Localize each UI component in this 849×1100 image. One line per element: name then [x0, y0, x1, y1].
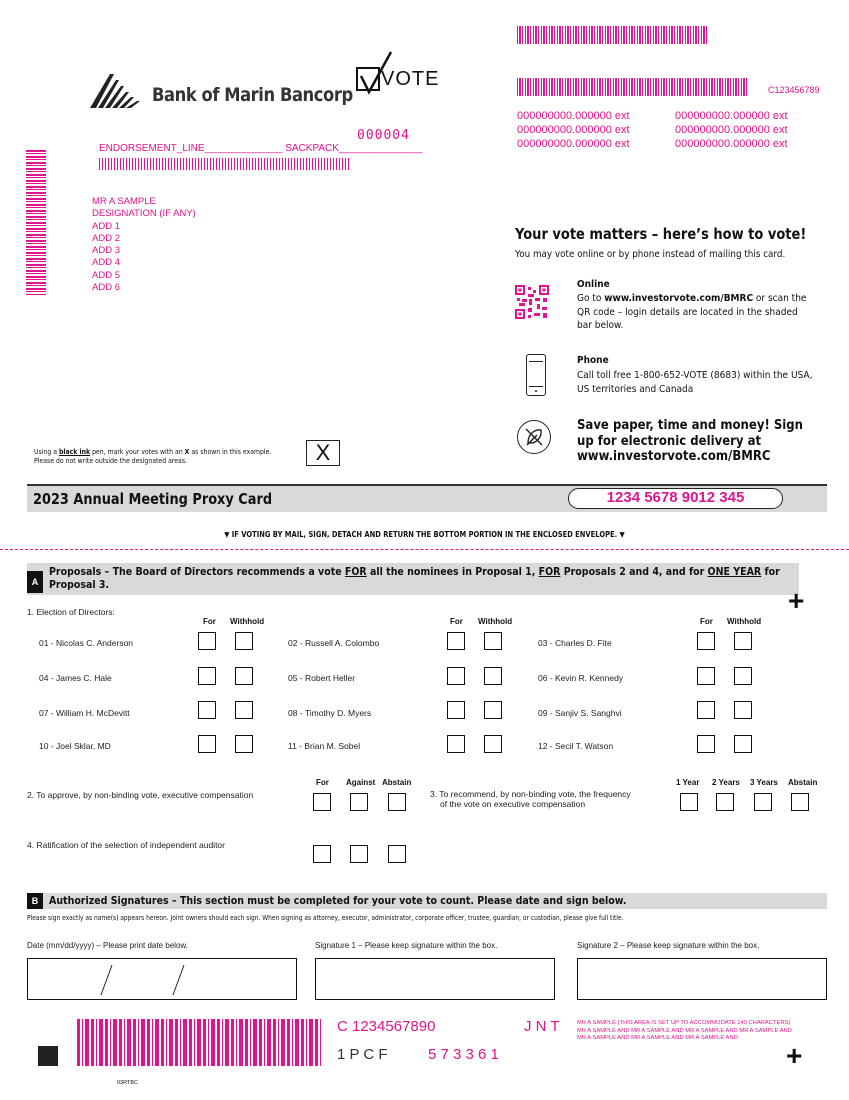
withhold-header: Withhold [230, 617, 265, 626]
date-slash-icon [28, 959, 298, 1001]
withhold-header: Withhold [478, 617, 513, 626]
endorsement-line: ENDORSEMENT_LINE______________ SACKPACK_______________ [99, 143, 423, 154]
director-name: 06 - Kevin R. Kennedy [538, 673, 624, 683]
form-code: 03RTBC [117, 1080, 138, 1086]
footer-plus-mark: + [786, 1040, 803, 1071]
company-name: Bank of Marin Bancorp [152, 84, 353, 106]
footer-pcf: 1 P C F [337, 1046, 388, 1063]
director-name: 03 - Charles D. Fite [538, 638, 612, 648]
footer-barcode [77, 1019, 323, 1066]
instr-x: X [184, 448, 190, 456]
footer-code: C 1234567890 [337, 1018, 436, 1035]
address-line: ADD 6 [92, 282, 120, 294]
phone-icon [526, 354, 546, 396]
heading-part: FOR [538, 565, 561, 578]
ext-line: 000000000.000000 ext [675, 110, 788, 122]
address-line: ADD 5 [92, 269, 120, 281]
director-name: 09 - Sanjiv S. Sanghvi [538, 708, 622, 718]
marking-instructions [34, 448, 271, 466]
control-barcode [517, 78, 749, 96]
instr-post: as shown in this example. [189, 448, 272, 456]
detach-instruction: ▼ IF VOTING BY MAIL, SIGN, DETACH AND RETURN THE BOTTOM PORTION IN THE ENCLOSED ENVELOPE. ▼ [224, 530, 625, 539]
director-name: 07 - William H. McDevitt [39, 708, 130, 718]
p3-header-1yr: 1 Year [676, 778, 700, 787]
vote-checkbox[interactable] [447, 632, 465, 650]
sequence-number: 000004 [357, 128, 410, 143]
footer-jnt: J N T [524, 1018, 560, 1035]
vote-checkbox[interactable] [484, 701, 502, 719]
footer-number: 5 7 3 3 6 1 [428, 1046, 499, 1063]
proposal-3-3yr-checkbox[interactable] [754, 793, 772, 811]
director-name: 12 - Secil T. Watson [538, 741, 614, 751]
online-url-link[interactable]: www.investorvote.com/BMRC [604, 293, 754, 304]
heading-part: Proposals 2 and 4, and for [560, 565, 708, 578]
p2-header-abstain: Abstain [382, 778, 412, 787]
p3-header-2yr: 2 Years [712, 778, 740, 787]
control-number: 1234 5678 9012 345 [568, 488, 783, 509]
heading-line2: Proposal 3. [49, 578, 110, 591]
detach-line [0, 549, 849, 550]
vote-checkbox[interactable] [235, 735, 253, 753]
vote-word: VOTE [381, 68, 440, 90]
leaf-icon [517, 420, 551, 454]
electronic-delivery-text: Save paper, time and money! Sign up for electronic delivery at www.investorvote.com/BMRC [577, 418, 803, 464]
proposal-3-1yr-checkbox[interactable] [680, 793, 698, 811]
p3-line1: 3. To recommend, by non-binding vote, the frequency [430, 789, 631, 799]
proposal-2-label: 2. To approve, by non-binding vote, executive compensation [27, 790, 254, 800]
date-field[interactable] [27, 958, 297, 1000]
footer-sample-text: MR A SAMPLE (THIS AREA IS SET UP TO ACCOMMODATE 140 CHARACTERS) MR A SAMPLE AND MR A SAMPLE AND MR A SAMPLE AND MR A SAMPLE AND MR A SAMPLE AND MR A SAMPLE AND MR A SAMPLE AND [577, 1020, 792, 1042]
director-name: 08 - Timothy D. Myers [288, 708, 372, 718]
vote-checkbox[interactable] [198, 667, 216, 685]
banner-title: 2023 Annual Meeting Proxy Card [33, 490, 273, 508]
signature-1-field[interactable] [315, 958, 555, 1000]
address-line: ADD 3 [92, 245, 120, 257]
proposal-4-for-checkbox[interactable] [313, 845, 331, 863]
election-label: 1. Election of Directors: [27, 607, 115, 617]
top-barcode [517, 26, 707, 44]
proposal-3-2yr-checkbox[interactable] [716, 793, 734, 811]
p2-header-for: For [316, 778, 329, 787]
ext-line: 000000000.000000 ext [675, 138, 788, 150]
postal-barcode [99, 158, 349, 170]
vote-check-mark [355, 48, 445, 96]
vote-subheading: You may vote online or by phone instead of mailing this card. [515, 249, 786, 260]
for-header: For [700, 617, 713, 626]
signature-1-label: Signature 1 – Please keep signature within the box. [315, 941, 498, 950]
heading-part: Proposals – The Board of Directors recommends a vote [49, 565, 345, 578]
phone-title: Phone [577, 355, 609, 366]
ext-right [675, 109, 788, 151]
instr-pre: Using a [34, 448, 59, 456]
address-line: DESIGNATION (IF ANY) [92, 208, 196, 220]
section-b-letter: B [27, 893, 43, 909]
heading-part: ONE YEAR [707, 565, 762, 578]
section-b-header [27, 893, 827, 909]
online-text-pre: Go to [577, 293, 605, 304]
vote-checkbox[interactable] [235, 667, 253, 685]
signature-2-field[interactable] [577, 958, 827, 1000]
director-name: 04 - James C. Hale [39, 673, 112, 683]
heading-part: all the nominees in Proposal 1, [366, 565, 539, 578]
vote-checkbox[interactable] [697, 667, 715, 685]
section-a-heading [49, 565, 780, 591]
proposal-2-against-checkbox[interactable] [350, 793, 368, 811]
ext-line: 000000000.000000 ext [517, 110, 630, 122]
vote-checkbox[interactable] [198, 632, 216, 650]
instr-line2: Please do not write outside the designated areas. [34, 457, 188, 465]
p2-header-against: Against [346, 778, 376, 787]
section-a-header [27, 563, 799, 595]
director-name: 11 - Brian M. Sobel [288, 741, 361, 751]
heading-part: FOR [344, 565, 367, 578]
online-title: Online [577, 279, 610, 290]
proposal-2-for-checkbox[interactable] [313, 793, 331, 811]
proposal-2-abstain-checkbox[interactable] [388, 793, 406, 811]
signature-2-label: Signature 2 – Please keep signature within the box. [577, 941, 760, 950]
ext-left [517, 109, 630, 151]
online-text-post: or scan the QR code – login details are located in the shaded bar below. [577, 293, 807, 331]
proposal-4-label: 4. Ratification of the selection of independent auditor [27, 840, 225, 850]
vote-checkbox[interactable] [198, 701, 216, 719]
vote-checkbox[interactable] [447, 667, 465, 685]
section-b-heading: Authorized Signatures – This section must be completed for your vote to count. Please date and sign below. [49, 894, 627, 907]
vote-heading: Your vote matters – here’s how to vote! [515, 225, 807, 243]
proposal-3-label [430, 789, 631, 809]
instr-ink: black ink [58, 448, 91, 456]
director-name: 05 - Robert Heller [288, 673, 356, 683]
p3-line2: of the vote on executive compensation [440, 799, 586, 809]
vote-checkbox[interactable] [734, 632, 752, 650]
p3-header-abstain: Abstain [788, 778, 818, 787]
heading-part: for [761, 565, 780, 578]
control-code: C123456789 [768, 85, 820, 95]
proposal-3-abstain-checkbox[interactable] [791, 793, 809, 811]
instr-mid: pen, mark your votes with an [90, 448, 185, 456]
vote-checkbox[interactable] [235, 632, 253, 650]
ext-line: 000000000.000000 ext [675, 124, 788, 136]
vote-checkbox[interactable] [697, 735, 715, 753]
vote-checkbox[interactable] [734, 735, 752, 753]
vote-checkbox[interactable] [484, 735, 502, 753]
qr-code-icon [515, 285, 549, 319]
ext-line: 000000000.000000 ext [517, 138, 630, 150]
p3-header-3yr: 3 Years [750, 778, 778, 787]
example-box [306, 440, 340, 466]
signature-instruction: Please sign exactly as name(s) appears hereon. Joint owners should each sign. When signing as attorney, executor, administrator, corporate officer, trustee, guardian, or custodian, please give full title. [27, 913, 624, 922]
ext-line: 000000000.000000 ext [517, 124, 630, 136]
address-line: MR A SAMPLE [92, 196, 156, 207]
vote-checkbox[interactable] [447, 735, 465, 753]
for-header: For [450, 617, 463, 626]
vote-checkbox[interactable] [697, 632, 715, 650]
section-a-letter: A [27, 571, 43, 593]
phone-text: Call toll free 1-800-652-VOTE (8683) within the USA, US territories and Canada [577, 370, 813, 395]
proxy-banner [27, 484, 827, 512]
example-mark: X [315, 440, 331, 465]
online-text [577, 292, 809, 333]
vote-checkbox[interactable] [198, 735, 216, 753]
company-logo [88, 70, 353, 110]
address-line: ADD 4 [92, 257, 120, 269]
vote-checkbox[interactable] [484, 667, 502, 685]
vote-checkbox[interactable] [734, 667, 752, 685]
director-name: 10 - Joel Sklar, MD [39, 741, 111, 751]
proposal-4-against-checkbox[interactable] [350, 845, 368, 863]
mailing-address [92, 196, 196, 294]
vote-checkbox[interactable] [447, 701, 465, 719]
vote-checkbox[interactable] [734, 701, 752, 719]
logo-mountain-icon [88, 70, 150, 110]
vote-checkbox[interactable] [235, 701, 253, 719]
vote-checkbox[interactable] [484, 632, 502, 650]
address-line: ADD 2 [92, 232, 120, 244]
address-line: ADD 1 [92, 220, 120, 232]
vote-checkbox[interactable] [697, 701, 715, 719]
plus-mark: + [788, 585, 805, 616]
date-label: Date (mm/dd/yyyy) – Please print date below. [27, 941, 188, 950]
corner-mark [38, 1046, 58, 1066]
director-name: 01 - Nicolas C. Anderson [39, 638, 134, 648]
withhold-header: Withhold [727, 617, 762, 626]
side-barcode [26, 150, 46, 295]
proposal-4-abstain-checkbox[interactable] [388, 845, 406, 863]
for-header: For [203, 617, 216, 626]
director-name: 02 - Russell A. Colombo [288, 638, 380, 648]
